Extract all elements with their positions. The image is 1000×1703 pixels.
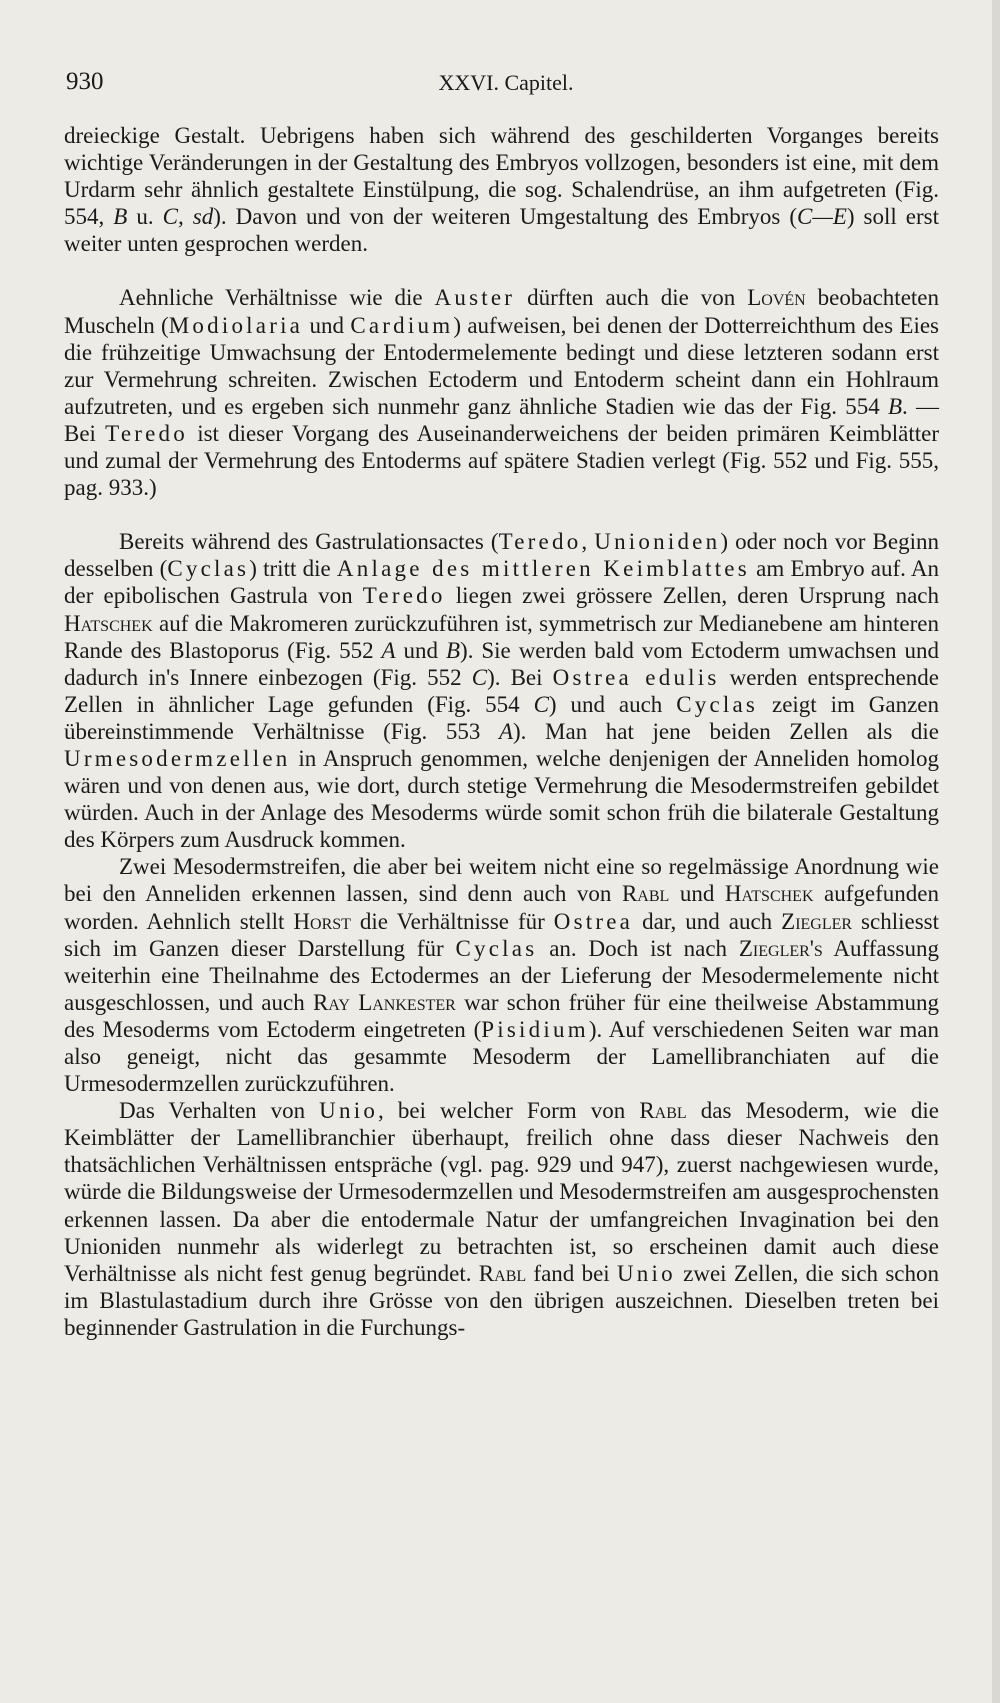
text-run: das Mesoderm, wie die Keimblätter der Lamellibranchier überhaupt, freilich ohne dass dieser Nachweis den thatsächlichen Verhältnissen entspräche (vgl. pag. 929 und 947), zuerst nachgewiesen wurde, würde die Bildungsweise der Urmesodermzellen und Mesodermstreifen am ausgesprochensten erkennen lassen. Da aber die entodermale Natur der umfangreichen Invagination bei den Unioniden nunmehr als widerlegt zu betrachten ist, so erscheinen damit auch diese Verhältnisse als nicht fest genug begründet. (64, 1098, 939, 1286)
author-name: Horst (293, 908, 351, 934)
text-run: ) tritt die (249, 556, 337, 582)
text-run: . — Bei (64, 393, 940, 446)
text-run: dar, und auch (633, 908, 782, 934)
paragraph (64, 122, 939, 257)
figure-ref: B (887, 393, 903, 419)
taxon-term: Teredo (105, 420, 188, 446)
figure-ref: A (498, 718, 514, 744)
text-run: ) aufweisen, bei denen der Dotterreichthum des Eies die frühzeitige Umwachsung der Entodermelemente bedingt und diese letzteren sodann erst zur Vermehrung schreiten. Zwischen Ectoderm und Entoderm scheint dann ein Hohlraum aufzutreten, und es ergeben sich nunmehr ganz ähnliche Stadien wie das der Fig. 554 (64, 312, 940, 419)
text-run: zwei Zellen, die sich schon im Blastulastadium durch ihre Grösse von den übrigen auszeichnen. Dieselben treten bei beginnender Gastrulation in die Furchungs- (64, 1260, 939, 1340)
text-run: u. (127, 204, 163, 230)
author-name: Lovén (747, 285, 806, 311)
figure-ref: A (381, 637, 396, 663)
text-run: am Embryo auf. An der epibolischen Gastrula von (64, 556, 939, 609)
text-run: ). Davon und von der weiteren Umgestaltung des Embryos ( (213, 204, 798, 230)
figure-ref: C—E (797, 204, 847, 230)
author-name: Rabl (478, 1260, 527, 1286)
taxon-term: Auster (434, 285, 516, 311)
text-run: Das Verhalten von (119, 1098, 320, 1124)
chapter-title: XXVI. Capitel. (438, 70, 574, 95)
text-run: und (669, 881, 725, 907)
text-run: schliesst sich im Ganzen dieser Darstellung für (64, 908, 939, 961)
text-run: Aehnliche Verhältnisse wie die (119, 285, 435, 311)
author-name: Hatschek (64, 610, 153, 636)
running-head (66, 66, 946, 106)
taxon-term: Pisidium (481, 1016, 589, 1042)
taxon-term: Urmesodermzellen (64, 745, 291, 771)
taxon-term: Unio (319, 1098, 379, 1124)
text-run: ) oder noch vor Beginn desselben ( (64, 529, 939, 582)
author-name: Rabl (639, 1098, 687, 1124)
paragraph (64, 528, 939, 853)
text-run: Bereits während des Gastrulationsactes ( (119, 529, 499, 555)
text-run: dreieckige Gestalt. Uebrigens haben sich während des geschilderten Vorganges bereits wichtige Veränderungen in der Gestaltung des Embryos vollzogen, besonders ist eine, mit dem Urdarm sehr ähnlich gestaltete Einstülpung, die sog. Schalendrüse, an ihm aufgetreten (Fig. 554, (64, 123, 939, 230)
figure-ref: C (533, 691, 549, 717)
paragraph (64, 1097, 939, 1341)
text-run: und (395, 637, 446, 663)
taxon-term: Teredo (362, 583, 446, 609)
text-run: Zwei Mesodermstreifen, die aber bei weitem nicht eine so regelmässige Anordnung wie bei den Anneliden erkennen lassen, sind denn auch von (64, 854, 939, 907)
text-run: fand bei (526, 1260, 617, 1286)
taxon-term: Unio (616, 1260, 676, 1286)
taxon-term: Cyclas (676, 691, 759, 717)
taxon-term: Cyclas (167, 556, 250, 582)
text-run: , (581, 529, 595, 555)
text-run: dürften auch die von (515, 285, 748, 311)
text-run: zeigt im Ganzen übereinstimmende Verhältnisse (Fig. 553 (64, 691, 939, 744)
taxon-term: Cyclas (455, 935, 538, 961)
author-name: Ziegler's (738, 935, 823, 961)
text-run: liegen zwei grössere Zellen, deren Ursprung nach (445, 583, 940, 609)
text-run: ). Bei (487, 664, 553, 690)
figure-ref: B (445, 637, 461, 663)
text-run: beobachteten Muscheln ( (64, 285, 939, 338)
text-run: aufgefunden worden. Aehnlich stellt (64, 881, 940, 934)
taxon-term: Modiolaria (168, 312, 304, 338)
text-run: die Verhältnisse für (350, 908, 554, 934)
author-name: Ziegler (781, 908, 853, 934)
text-run: ) und auch (548, 691, 677, 717)
text-run: Auffassung weiterhin eine Theilnahme des Ectodermes an der Lieferung der Mesodermelemente nicht ausgeschlossen, und auch (64, 935, 939, 1015)
text-run: , bei welcher Form von (378, 1098, 640, 1124)
paragraph (64, 284, 939, 501)
figure-ref: B (113, 204, 128, 230)
author-name: Hatschek (724, 881, 814, 907)
text-run: ist dieser Vorgang des Auseinanderweichens der beiden primären Keimblätter und zumal der Vermehrung des Entoderms auf spätere Stadien verlegt (Fig. 552 und Fig. 555, pag. 933.) (64, 420, 939, 501)
text-run: und (303, 312, 351, 338)
figure-ref: C (471, 664, 488, 690)
author-name: Rabl (621, 881, 670, 907)
taxon-term: Cardium (350, 312, 454, 338)
text-run: war schon früher für eine theilweise Abstammung des Mesoderms vom Ectoderm eingetreten ( (64, 989, 939, 1042)
paragraph (64, 853, 939, 1097)
text-run: an. Doch ist nach (537, 935, 739, 961)
text-run: ). Sie werden bald vom Ectoderm umwachsen und dadurch in's Innere einbezogen (Fig. 552 (64, 637, 939, 690)
taxon-term: Ostrea edulis (552, 664, 720, 690)
text-run: auf die Makromeren zurückzuführen ist, symmetrisch zur Medianebene am hinteren Rande des Blastoporus (Fig. 552 (64, 610, 939, 663)
text-run: in Anspruch genommen, welche denjenigen der Anneliden homolog wären und von denen aus, wie dort, durch stetige Vermehrung die Mesodermstreifen gebildet würden. Auch in der Anlage des Mesoderms würde somit schon früh die bilaterale Gestaltung des Körpers zum Ausdruck kommen. (64, 745, 939, 853)
text-run: ). Auf verschiedenen Seiten war man also geneigt, nicht das gesammte Mesoderm der Lamellibranchiaten auf die Urmesodermzellen zurückzuführen. (64, 1016, 939, 1097)
page-number: 930 (66, 68, 104, 95)
page-edge (992, 0, 1000, 1703)
taxon-term: Unioniden (594, 529, 721, 555)
body-text (64, 122, 939, 1341)
text-run: werden entsprechende Zellen in ähnlicher Lage gefunden (Fig. 554 (64, 664, 939, 717)
text-run: ) soll erst weiter unten gesprochen werden. (64, 204, 940, 257)
taxon-term: Teredo (498, 529, 582, 555)
taxon-term: Ostrea (553, 908, 634, 934)
text-run: ). Man hat jene beiden Zellen als die (513, 718, 939, 744)
taxon-term: Anlage des mittleren Keimblattes (336, 556, 750, 582)
author-name: Ray Lankester (312, 989, 456, 1015)
figure-ref: C, sd (162, 204, 214, 230)
